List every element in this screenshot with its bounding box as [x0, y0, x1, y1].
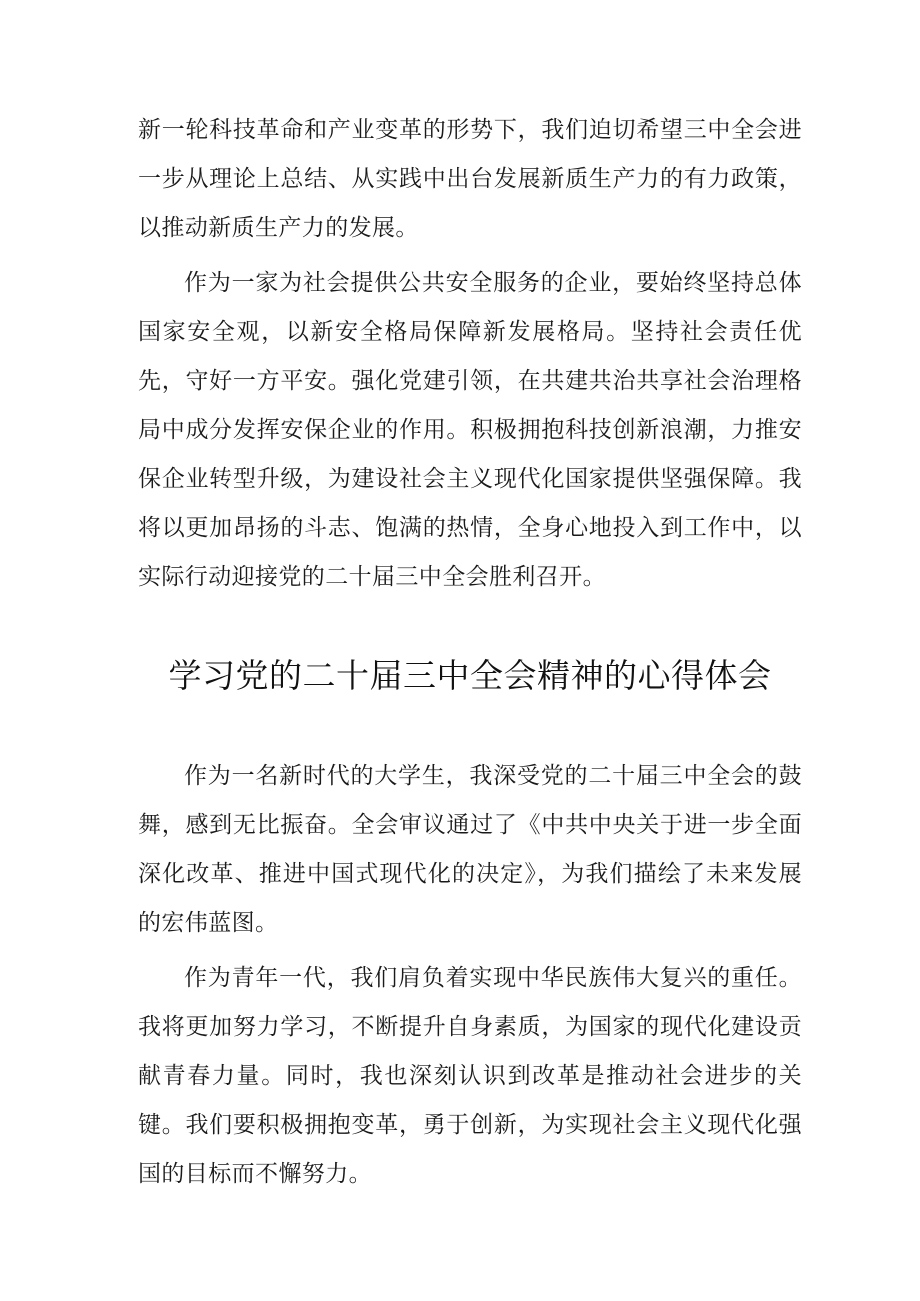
paragraph-youth-responsibility: 作为青年一代，我们肩负着实现中华民族伟大复兴的重任。我将更加努力学习，不断提升自身素质，为国家的现代化建设贡献青春力量。同时，我也深刻认识到改革是推动社会进步的关键。我们要积极拥抱变革，勇于创新，为实现社会主义现代化强国的目标而不懈努力。 — [138, 965, 802, 1187]
paragraph-continuation: 新一轮科技革命和产业变革的形势下，我们迫切希望三中全会进一步从理论上总结、从实践中出台发展新质生产力的有力政策，以推动新质生产力的发展。 — [138, 117, 802, 241]
document-page — [138, 106, 802, 1187]
paragraph-student-intro: 作为一名新时代的大学生，我深受党的二十届三中全会的鼓舞，感到无比振奋。全会审议通过了《中共中央关于进一步全面深化改革、推进中国式现代化的决定》，为我们描绘了未来发展的宏伟蓝图。 — [138, 763, 802, 936]
paragraph-security-enterprise: 作为一家为社会提供公共安全服务的企业，要始终坚持总体国家安全观，以新安全格局保障新发展格局。坚持社会责任优先，守好一方平安。强化党建引领，在共建共治共享社会治理格局中成分发挥安保企业的作用。积极拥抱科技创新浪潮，力推安保企业转型升级，为建设社会主义现代化国家提供坚强保障。我将以更加昂扬的斗志、饱满的热情，全身心地投入到工作中，以实际行动迎接党的二十届三中全会胜利召开。 — [138, 270, 802, 590]
article-title: 学习党的二十届三中全会精神的心得体会 — [168, 656, 772, 695]
section-article-body — [138, 752, 802, 1199]
section-previous-article — [138, 106, 802, 602]
